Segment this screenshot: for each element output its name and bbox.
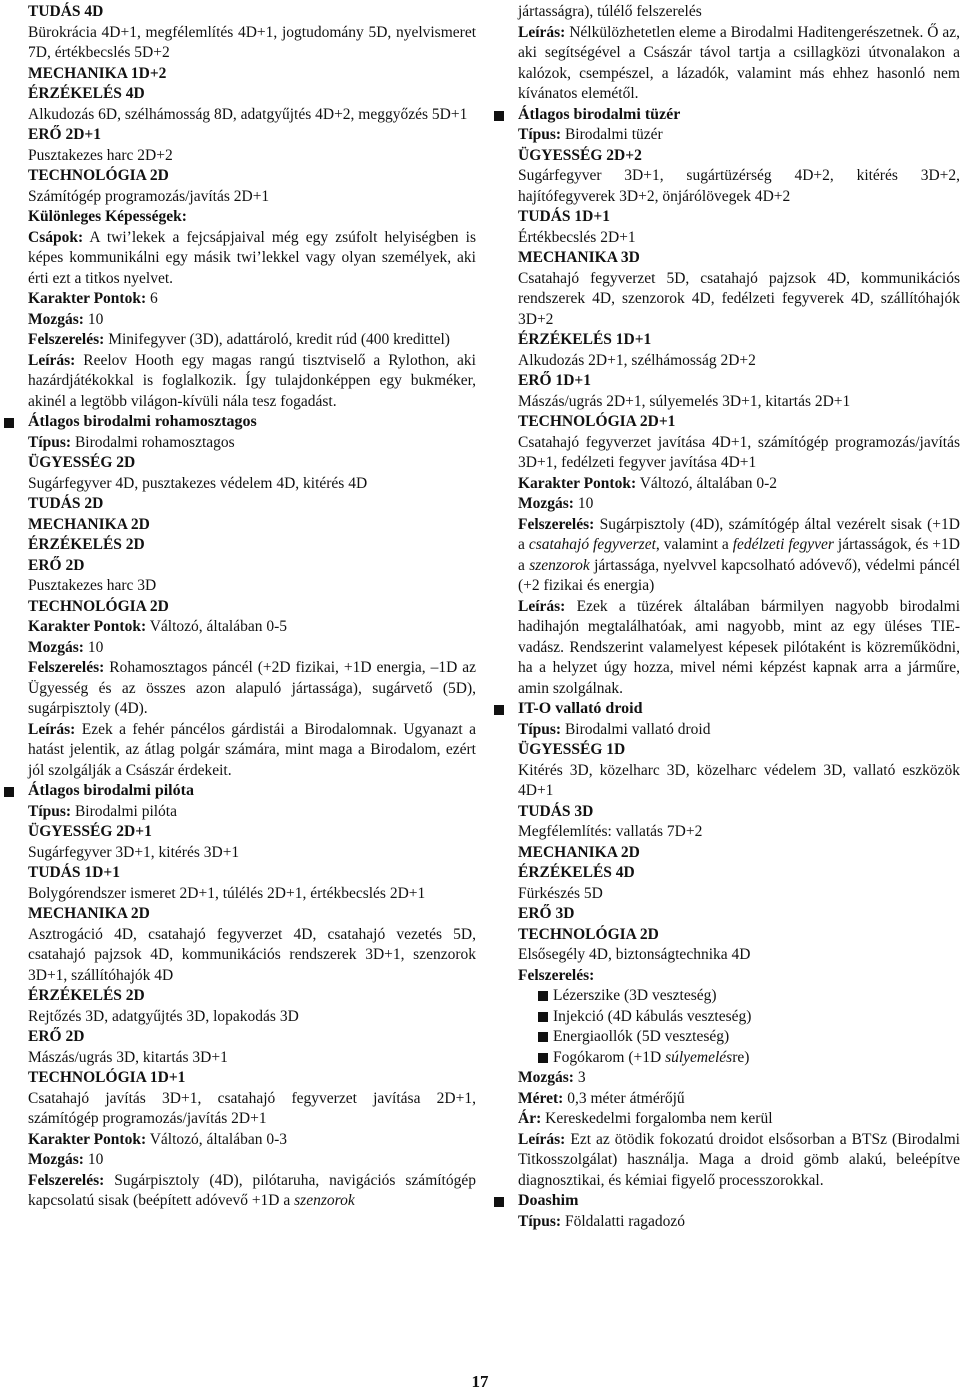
tuzer-title-text: Átlagos birodalmi tüzér (518, 105, 681, 123)
reelov-tech-skills: Számítógép programozás/javítás 2D+1 (28, 187, 270, 205)
pilota-leiras (518, 23, 960, 105)
tuzer-tudas-skills: Értékbecslés 2D+1 (518, 228, 636, 246)
leiras-value: Ezek a tüzérek általában bármilyen nagyobb birodalmi hadihajón megtalálhatóak, ami nagyobb, mint az egy üléses TIE-vadász. Rendszerint valamelyest képesek pilótaként is közreműködni, ha a helyzet úgy hozza, mivel némi képzést kapnak arra a járműre, amin szolgálnak. (518, 597, 960, 697)
felszereles-label: Felszerelés: (28, 331, 105, 348)
tipus-value: Földalatti ragadozó (561, 1212, 686, 1230)
felszereles-label: Felszerelés: (28, 1171, 105, 1189)
reelov-special-head: Különleges Képességek: (28, 208, 187, 225)
pilota-ero-head: ERŐ 2D (28, 1028, 85, 1045)
bullet-square-icon (538, 1012, 548, 1022)
tipus-label: Típus: (28, 802, 72, 820)
roham-tipus (28, 433, 476, 454)
leiras-value: Ezt az ötödik fokozatú droidot elsősorban a BTSz (Birodalmi Titkosszolgálat) használja. Maga a droid gömb alakú, beleépítve diagnosztikai, és kémiai figyelő processzorokkal. (518, 1130, 960, 1189)
pilota-mechanika-head: MECHANIKA 2D (28, 905, 150, 922)
tuzer-erzekeles-skills: Alkudozás 2D+1, szélhámosság 2D+2 (518, 351, 756, 369)
tipus-value: Birodalmi vallató droid (561, 720, 711, 738)
roham-kp (28, 617, 476, 638)
pilota-tipus (28, 802, 476, 823)
droid-ar (518, 1109, 960, 1130)
droid-leiras (518, 1130, 960, 1192)
leiras-label: Leírás: (28, 720, 76, 738)
felszereles-value: Minifegyver (3D), adattároló, kredit rúd (400 kredittel) (104, 331, 450, 348)
bullet-square-icon (494, 705, 504, 715)
roham-ugyesseg-head: ÜGYESSÉG 2D (28, 454, 136, 471)
tipus-value: Birodalmi pilóta (71, 802, 177, 820)
tuzer-kp (518, 474, 960, 495)
reelov-tech-head: TECHNOLÓGIA 2D (28, 167, 169, 184)
roham-erzekeles-head: ÉRZÉKELÉS 2D (28, 536, 145, 553)
droid-erzekeles-head: ÉRZÉKELÉS 4D (518, 864, 635, 881)
equipment-item-text: re) (732, 1048, 750, 1066)
roham-title (28, 412, 476, 433)
tipus-label: Típus: (518, 1212, 562, 1230)
doashim-tipus (518, 1212, 960, 1233)
droid-title-text: IT-O vallató droid (518, 700, 643, 717)
droid-equipment-item (538, 1048, 960, 1069)
tuzer-tudas-head: TUDÁS 1D+1 (518, 208, 610, 225)
roham-tudas-head: TUDÁS 2D (28, 495, 104, 512)
equipment-item-text: Lézerszike (3D veszteség) (553, 987, 717, 1004)
roham-felszereles (28, 658, 476, 720)
droid-erzekeles-skills: Fürkészés 5D (518, 884, 603, 902)
special-label: Csápok: (28, 228, 84, 246)
left-column (28, 2, 476, 1212)
bullet-square-icon (538, 991, 548, 1001)
bullet-square-icon (4, 787, 14, 797)
page-number: 17 (471, 1372, 489, 1391)
tuzer-ugyesseg-skills: Sugárfegyver 3D+1, sugártüzérség 4D+2, kitérés 3D+2, hajítófegyverek 3D+2, önjárólövegek 4D+2 (518, 167, 960, 205)
reelov-felszereles (28, 330, 476, 351)
bullet-square-icon (538, 1053, 548, 1063)
felszereles-label: Felszerelés: (28, 659, 105, 676)
mozgas-label: Mozgás: (518, 495, 574, 512)
droid-meret (518, 1089, 960, 1110)
felszereles-part: jártassága, nyelvvel kapcsolható adóvevő), védelmi páncél (+2 fizikai és energia) (518, 556, 960, 594)
ar-label: Ár: (518, 1110, 542, 1127)
reelov-ero-head: ERŐ 2D+1 (28, 126, 101, 143)
roham-leiras (28, 720, 476, 782)
tuzer-mechanika-head: MECHANIKA 3D (518, 249, 640, 266)
droid-tech-skills: Elsősegély 4D, biztonságtechnika 4D (518, 946, 751, 963)
tuzer-leiras (518, 597, 960, 700)
reelov-mechanika-head: MECHANIKA 1D+2 (28, 64, 167, 82)
tuzer-ero-head: ERŐ 1D+1 (518, 372, 591, 389)
pilota-mozgas (28, 1150, 476, 1171)
tuzer-erzekeles-head: ÉRZÉKELÉS 1D+1 (518, 331, 652, 348)
mozgas-label: Mozgás: (518, 1069, 574, 1086)
meret-label: Méret: (518, 1089, 564, 1107)
pilota-tech-skills: Csatahajó javítás 3D+1, csatahajó fegyverzet javítása 2D+1, számítógép programozás/javítás 2D+1 (28, 1089, 476, 1127)
bullet-square-icon (538, 1032, 548, 1042)
leiras-label: Leírás: (28, 351, 76, 369)
pilota-mechanika-skills: Asztrogáció 4D, csatahajó fegyverzet 4D, csatahajó vezetés 5D, csatahajó pajzsok 4D, kommunikációs rendszerek 3D+1, szenzorok 3D+1, szállítóhajók 4D (28, 925, 476, 984)
leiras-value: Reelov Hooth egy magas rangú tisztviselő a Rylothon, aki hazárdjátékokkal is foglalkozik. Így tulajdonképpen egy bukméker, akinél a legtöbb világon-kívüli nála tesz fogadást. (28, 351, 476, 410)
pilota-ugyesseg-skills: Sugárfegyver 3D+1, kitérés 3D+1 (28, 843, 240, 861)
kp-value: Változó, általában 0-2 (636, 474, 777, 492)
ar-value: Kereskedelmi forgalomba nem kerül (541, 1110, 773, 1127)
kp-label: Karakter Pontok: (28, 1130, 147, 1148)
tipus-label: Típus: (518, 720, 562, 738)
droid-mechanika-head: MECHANIKA 2D (518, 843, 640, 861)
droid-tipus (518, 720, 960, 741)
reelov-erzekeles-head: ÉRZÉKELÉS 4D (28, 85, 145, 102)
mozgas-value: 10 (83, 1151, 104, 1168)
felszereles-emphasis: fedélzeti fegyver (732, 536, 834, 553)
droid-equipment-item (538, 1007, 960, 1028)
equipment-item-text: Injekció (4D kábulás veszteség) (553, 1007, 752, 1025)
tuzer-title (518, 105, 960, 126)
droid-tudas-head: TUDÁS 3D (518, 802, 594, 820)
felszereles-part: , valamint a (655, 536, 733, 553)
tuzer-ugyesseg-head: ÜGYESSÉG 2D+2 (518, 146, 642, 164)
right-column (518, 2, 960, 1232)
pilota-ero-skills: Mászás/ugrás 3D, kitartás 3D+1 (28, 1048, 228, 1066)
bullet-square-icon (4, 418, 14, 428)
tipus-value: Birodalmi rohamosztagos (71, 433, 235, 451)
tuzer-tipus (518, 125, 960, 146)
kp-label: Karakter Pontok: (28, 290, 147, 307)
leiras-label: Leírás: (518, 1130, 566, 1148)
roham-tech-head: TECHNOLÓGIA 2D (28, 597, 169, 615)
kp-label: Karakter Pontok: (28, 618, 147, 635)
pilota-erzekeles-head: ÉRZÉKELÉS 2D (28, 987, 145, 1004)
mozgas-label: Mozgás: (28, 310, 84, 328)
tuzer-tech-head: TECHNOLÓGIA 2D+1 (518, 413, 676, 430)
felszereles-emphasis: szenzorok (294, 1192, 355, 1209)
kp-value: Változó, általában 0-5 (146, 618, 287, 635)
reelov-tudas-head: TUDÁS 4D (28, 3, 104, 20)
pilota-erzekeles-skills: Rejtőzés 3D, adatgyűjtés 3D, lopakodás 3D (28, 1007, 299, 1025)
roham-ero-head: ERŐ 2D (28, 556, 85, 574)
leiras-label: Leírás: (518, 597, 566, 615)
equipment-item-emphasis: súlyemelés (665, 1048, 733, 1066)
mozgas-label: Mozgás: (28, 638, 84, 656)
felszereles-label: Felszerelés: (518, 515, 595, 533)
tuzer-mechanika-skills: Csatahajó fegyverzet 5D, csatahajó pajzsok 4D, kommunikációs rendszerek 4D, szenzorok 4D, fedélzeti fegyverek 4D, szállítóhajók 3D+2 (518, 269, 960, 328)
kp-label: Karakter Pontok: (518, 474, 637, 492)
felszereles-part: jártasságok, és +1D a (518, 536, 960, 574)
kp-value: 6 (146, 290, 158, 307)
droid-title (518, 699, 960, 720)
felszereles-part: Sugárpisztoly (4D), számítógép által vezérelt sisak (+1D a (518, 515, 960, 553)
pilota-ugyesseg-head: ÜGYESSÉG 2D+1 (28, 823, 152, 840)
reelov-special (28, 228, 476, 290)
tipus-label: Típus: (518, 126, 562, 143)
leiras-label: Leírás: (518, 23, 566, 41)
felszereles-emphasis: csatahajó fegyverzet (528, 536, 656, 553)
felszereles-value: Rohamosztagos páncél (+2D fizikai, +1D energia, –1D az Ügyesség és az összes azon alapuló jártassága), sugárvető (5D), sugárpisztoly (4D). (28, 659, 476, 717)
reelov-tudas-skills: Bürokrácia 4D+1, megfélemlítés 4D+1, jogtudomány 5D, nyelvismeret 7D, értékbecslés 5D+2 (28, 23, 476, 61)
droid-ugyesseg-head: ÜGYESSÉG 1D (518, 741, 626, 758)
leiras-value: Nélkülözhetetlen eleme a Birodalmi Haditengerészetnek. Ő az, aki segítségével a Császár távol tartja a csillagközi útvonalakon a kalózok, csempészel, a lázadók, valamint más ehhez hasonló nem kívánatos elemétől. (518, 23, 960, 102)
roham-ero-skills: Pusztakezes harc 3D (28, 577, 157, 594)
roham-title-text: Átlagos birodalmi rohamosztagos (28, 413, 257, 430)
felszereles-emphasis: szenzorok (529, 556, 590, 574)
droid-tudas-skills: Megfélemlítés: vallatás 7D+2 (518, 823, 703, 840)
kp-value: Változó, általában 0-3 (146, 1130, 287, 1148)
tipus-value: Birodalmi tüzér (561, 126, 663, 143)
reelov-erzekeles-skills: Alkudozás 6D, szélhámosság 8D, adatgyűjtés 4D+2, meggyőzés 5D+1 (28, 105, 468, 123)
pilota-kp (28, 1130, 476, 1151)
mozgas-value: 3 (573, 1069, 586, 1086)
reelov-kp (28, 289, 476, 310)
pilota-tech-head: TECHNOLÓGIA 1D+1 (28, 1069, 186, 1086)
bullet-square-icon (494, 1197, 504, 1207)
special-text: A twi’lekek a fejcsápjaival még egy zsúfolt helyiségben is képes kommunikálni egy másik twi’lekkel vagy olyan személyek, aki érti ezt a titkos nyelvet. (28, 228, 476, 287)
tuzer-tech-skills: Csatahajó fegyverzet javítása 4D+1, számítógép programozás/javítás 3D+1, fedélzeti fegyver javítása 4D+1 (518, 433, 960, 471)
roham-mozgas (28, 638, 476, 659)
pilota-tudas-head: TUDÁS 1D+1 (28, 864, 120, 881)
doashim-title-text: Doashim (518, 1192, 579, 1209)
equipment-item-text: Energiaollók (5D veszteség) (553, 1028, 730, 1045)
tuzer-mozgas (518, 494, 960, 515)
reelov-leiras (28, 351, 476, 413)
droid-tech-head: TECHNOLÓGIA 2D (518, 925, 659, 943)
droid-equipment-item (538, 1027, 960, 1048)
reelov-ero-skills: Pusztakezes harc 2D+2 (28, 146, 173, 164)
droid-ugyesseg-skills: Kitérés 3D, közelharc 3D, közelharc védelem 3D, vallató eszközök 4D+1 (518, 761, 960, 799)
doashim-title (518, 1191, 960, 1212)
roham-mechanika-head: MECHANIKA 2D (28, 515, 150, 533)
pilota-title-text: Átlagos birodalmi pilóta (28, 782, 194, 799)
reelov-mozgas (28, 310, 476, 331)
mozgas-value: 10 (573, 495, 594, 512)
pilota-felszereles (28, 1171, 476, 1212)
pilota-cont-line: jártasságra), túlélő felszerelés (518, 3, 702, 20)
felszereles-value: Sugárpisztoly (4D), pilótaruha, navigációs számítógép kapcsolatú sisak (beépített adóvevő +1D a (28, 1171, 476, 1209)
roham-ugyesseg-skills: Sugárfegyver 4D, pusztakezes védelem 4D, kitérés 4D (28, 474, 368, 492)
droid-felszereles-label: Felszerelés: (518, 966, 595, 984)
tuzer-felszereles (518, 515, 960, 597)
tipus-label: Típus: (28, 433, 72, 451)
leiras-value: Ezek a fehér páncélos gárdistái a Birodalomnak. Ugyanazt a hatást jelentik, az átlag polgár számára, mint maga a Birodalom, ezért jól szolgálják a Császár érdekeit. (28, 720, 476, 779)
equipment-item-text: Fogókarom (+1D (553, 1048, 666, 1066)
pilota-title (28, 781, 476, 802)
droid-mozgas (518, 1068, 960, 1089)
bullet-square-icon (494, 111, 504, 121)
mozgas-value: 10 (83, 638, 104, 656)
tuzer-ero-skills: Mászás/ugrás 2D+1, súlyemelés 3D+1, kitartás 2D+1 (518, 392, 851, 410)
droid-ero-head: ERŐ 3D (518, 905, 575, 922)
mozgas-value: 10 (83, 310, 104, 328)
mozgas-label: Mozgás: (28, 1151, 84, 1168)
pilota-tudas-skills: Bolygórendszer ismeret 2D+1, túlélés 2D+1, értékbecslés 2D+1 (28, 884, 426, 902)
droid-equipment-item (538, 986, 960, 1007)
meret-value: 0,3 méter átmérőjű (563, 1089, 685, 1107)
